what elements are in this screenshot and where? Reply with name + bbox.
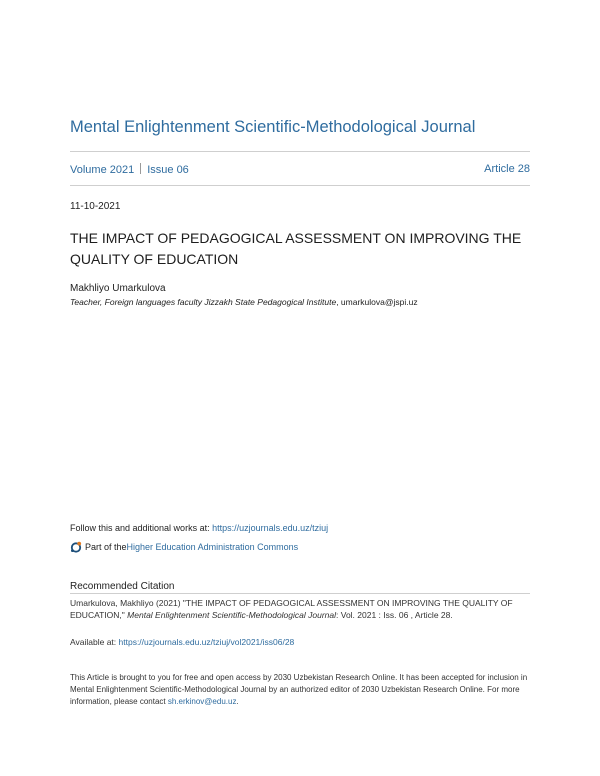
follow-url-link[interactable]: https://uzjournals.edu.uz/tziuj	[212, 523, 329, 533]
citation-journal: Mental Enlightenment Scientific-Methodological Journal	[127, 610, 337, 620]
author-name: Makhliyo Umarkulova	[70, 283, 166, 294]
author-email: , umarkulova@jspi.uz	[336, 297, 418, 307]
footer-notice	[70, 672, 530, 708]
divider	[70, 151, 530, 152]
publication-date: 11-10-2021	[70, 201, 121, 212]
article-title: THE IMPACT OF PEDAGOGICAL ASSESSMENT ON IMPROVING THE QUALITY OF EDUCATION	[70, 230, 522, 267]
divider	[70, 185, 530, 186]
issue-meta-row	[70, 163, 530, 177]
recommended-citation-heading: Recommended Citation	[70, 581, 175, 592]
article-number-link[interactable]: Article 28	[484, 163, 530, 175]
affiliation-text: Teacher, Foreign languages faculty Jizzakh State Pedagogical Institute	[70, 297, 337, 307]
follow-label: Follow this and additional works at:	[70, 523, 213, 533]
commons-network-icon	[70, 541, 82, 553]
footer-end: .	[236, 697, 239, 706]
commons-link[interactable]: Higher Education Administration Commons	[126, 542, 299, 552]
volume-link[interactable]: Volume 2021	[70, 164, 135, 176]
part-of-line	[70, 541, 298, 553]
follow-line	[70, 523, 328, 533]
citation-suffix: : Vol. 2021 : Iss. 06 , Article 28.	[336, 610, 453, 620]
partof-label: Part of the	[85, 542, 127, 552]
issue-link[interactable]: Issue 06	[147, 164, 189, 176]
citation-prefix: Umarkulova, Makhliyo (2021) "THE IMPACT OF PEDAGOGICAL ASSESSMENT ON IMPROVING THE QUALITY OF EDUCATION,"	[70, 598, 513, 620]
divider	[70, 593, 530, 594]
available-label: Available at:	[70, 637, 119, 647]
available-at-line	[70, 637, 294, 647]
journal-title[interactable]: Mental Enlightenment Scientific-Methodological Journal	[70, 118, 476, 136]
author-affiliation	[70, 297, 540, 307]
available-url-link[interactable]: https://uzjournals.edu.uz/tziuj/vol2021/iss06/28	[118, 637, 295, 647]
footer-text: This Article is brought to you for free and open access by 2030 Uzbekistan Research Online. It has been accepted for inclusion in Mental Enlightenment Scientific-Methodological Journal by an authorized editor of 2030 Uzbekistan Research Online. For more information, please contact	[70, 673, 528, 706]
contact-email-link[interactable]: sh.erkinov@edu.uz	[167, 697, 237, 706]
citation-text	[70, 597, 530, 621]
separator	[140, 163, 141, 174]
